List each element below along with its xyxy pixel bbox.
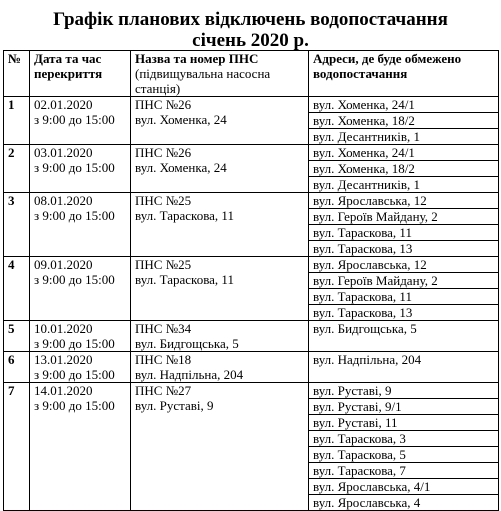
station-name: ПНС №26 bbox=[135, 97, 192, 112]
row-number: 3 bbox=[4, 193, 30, 257]
addresses-cell bbox=[309, 257, 499, 321]
addresses-cell bbox=[309, 352, 499, 383]
addresses-cell bbox=[309, 383, 499, 511]
address-item: вул. Ярославська, 12 bbox=[309, 193, 498, 209]
time-value: з 9:00 до 15:00 bbox=[34, 208, 115, 223]
header-num: № bbox=[4, 51, 30, 97]
address-item: вул. Хоменка, 24/1 bbox=[309, 145, 498, 161]
address-item: вул. Ярославська, 12 bbox=[309, 257, 498, 273]
address-item: вул. Ярославська, 4 bbox=[313, 495, 421, 510]
station-address: вул. Руставі, 9 bbox=[135, 398, 214, 413]
table-row bbox=[4, 352, 499, 383]
address-item: вул. Десантників, 1 bbox=[313, 177, 421, 192]
addresses-cell bbox=[309, 145, 499, 193]
time-value: з 9:00 до 15:00 bbox=[34, 160, 115, 175]
table-row bbox=[4, 257, 499, 321]
row-number: 7 bbox=[4, 383, 30, 511]
address-item: вул. Руставі, 9/1 bbox=[309, 399, 498, 415]
station-name: ПНС №25 bbox=[135, 257, 192, 272]
address-item: вул. Тараскова, 3 bbox=[309, 431, 498, 447]
address-item: вул. Надпільна, 204 bbox=[313, 352, 422, 367]
address-item: вул. Тараскова, 13 bbox=[313, 241, 413, 256]
table-row bbox=[4, 97, 499, 145]
station-cell bbox=[131, 97, 309, 145]
document-title: Графік планових відключень водопостачання bbox=[53, 9, 448, 30]
date-cell bbox=[30, 257, 131, 321]
schedule-table bbox=[3, 50, 499, 511]
addresses-cell bbox=[309, 193, 499, 257]
header-station: Назва та номер ПНС (підвищувальна насосна станція) bbox=[131, 51, 309, 97]
address-item: вул. Хоменка, 18/2 bbox=[309, 113, 498, 129]
address-item: вул. Тараскова, 11 bbox=[309, 289, 498, 305]
station-cell bbox=[131, 193, 309, 257]
date-cell bbox=[30, 383, 131, 511]
station-address: вул. Бидгощська, 5 bbox=[135, 336, 239, 351]
date-value: 13.01.2020 bbox=[34, 352, 93, 367]
address-item: вул. Героїв Майдану, 2 bbox=[309, 273, 498, 289]
station-cell bbox=[131, 321, 309, 352]
time-value: з 9:00 до 15:00 bbox=[34, 336, 115, 351]
station-address: вул. Надпільна, 204 bbox=[135, 367, 244, 382]
header-row bbox=[4, 51, 499, 97]
station-cell bbox=[131, 257, 309, 321]
station-address: вул. Хоменка, 24 bbox=[135, 160, 227, 175]
address-item: вул. Тараскова, 11 bbox=[309, 225, 498, 241]
address-item: вул. Тараскова, 7 bbox=[309, 463, 498, 479]
header-date: Дата та час перекриття bbox=[30, 51, 131, 97]
station-cell bbox=[131, 352, 309, 383]
row-number: 2 bbox=[4, 145, 30, 193]
date-value: 02.01.2020 bbox=[34, 97, 93, 112]
date-cell bbox=[30, 97, 131, 145]
station-name: ПНС №18 bbox=[135, 352, 192, 367]
date-value: 08.01.2020 bbox=[34, 193, 93, 208]
date-cell bbox=[30, 193, 131, 257]
station-cell bbox=[131, 383, 309, 511]
row-number: 6 bbox=[4, 352, 30, 383]
station-name: ПНС №26 bbox=[135, 145, 192, 160]
table-row bbox=[4, 321, 499, 352]
header-addresses: Адреси, де буде обмежено водопостачання bbox=[309, 51, 499, 97]
time-value: з 9:00 до 15:00 bbox=[34, 398, 115, 413]
address-item: вул. Хоменка, 18/2 bbox=[309, 161, 498, 177]
addresses-cell bbox=[309, 321, 499, 352]
row-number: 1 bbox=[4, 97, 30, 145]
address-item: вул. Бидгощська, 5 bbox=[313, 321, 417, 336]
address-item: вул. Хоменка, 24/1 bbox=[309, 97, 498, 113]
station-cell bbox=[131, 145, 309, 193]
document-subtitle: січень 2020 р. bbox=[192, 30, 309, 51]
address-item: вул. Руставі, 9 bbox=[309, 383, 498, 399]
station-name: ПНС №27 bbox=[135, 383, 192, 398]
station-address: вул. Тараскова, 11 bbox=[135, 272, 234, 287]
time-value: з 9:00 до 15:00 bbox=[34, 367, 115, 382]
row-number: 4 bbox=[4, 257, 30, 321]
addresses-cell bbox=[309, 97, 499, 145]
address-item: вул. Руставі, 11 bbox=[309, 415, 498, 431]
address-item: вул. Тараскова, 5 bbox=[309, 447, 498, 463]
address-item: вул. Ярославська, 4/1 bbox=[309, 479, 498, 495]
date-value: 03.01.2020 bbox=[34, 145, 93, 160]
date-cell bbox=[30, 321, 131, 352]
date-value: 09.01.2020 bbox=[34, 257, 93, 272]
row-number: 5 bbox=[4, 321, 30, 352]
table-row bbox=[4, 145, 499, 193]
date-value: 14.01.2020 bbox=[34, 383, 93, 398]
date-cell bbox=[30, 352, 131, 383]
time-value: з 9:00 до 15:00 bbox=[34, 112, 115, 127]
station-name: ПНС №34 bbox=[135, 321, 192, 336]
table-row bbox=[4, 193, 499, 257]
date-cell bbox=[30, 145, 131, 193]
time-value: з 9:00 до 15:00 bbox=[34, 272, 115, 287]
address-item: вул. Тараскова, 13 bbox=[313, 305, 413, 320]
address-item: вул. Десантників, 1 bbox=[313, 129, 421, 144]
station-address: вул. Хоменка, 24 bbox=[135, 112, 227, 127]
date-value: 10.01.2020 bbox=[34, 321, 93, 336]
table-row bbox=[4, 383, 499, 511]
station-name: ПНС №25 bbox=[135, 193, 192, 208]
station-address: вул. Тараскова, 11 bbox=[135, 208, 234, 223]
address-item: вул. Героїв Майдану, 2 bbox=[309, 209, 498, 225]
